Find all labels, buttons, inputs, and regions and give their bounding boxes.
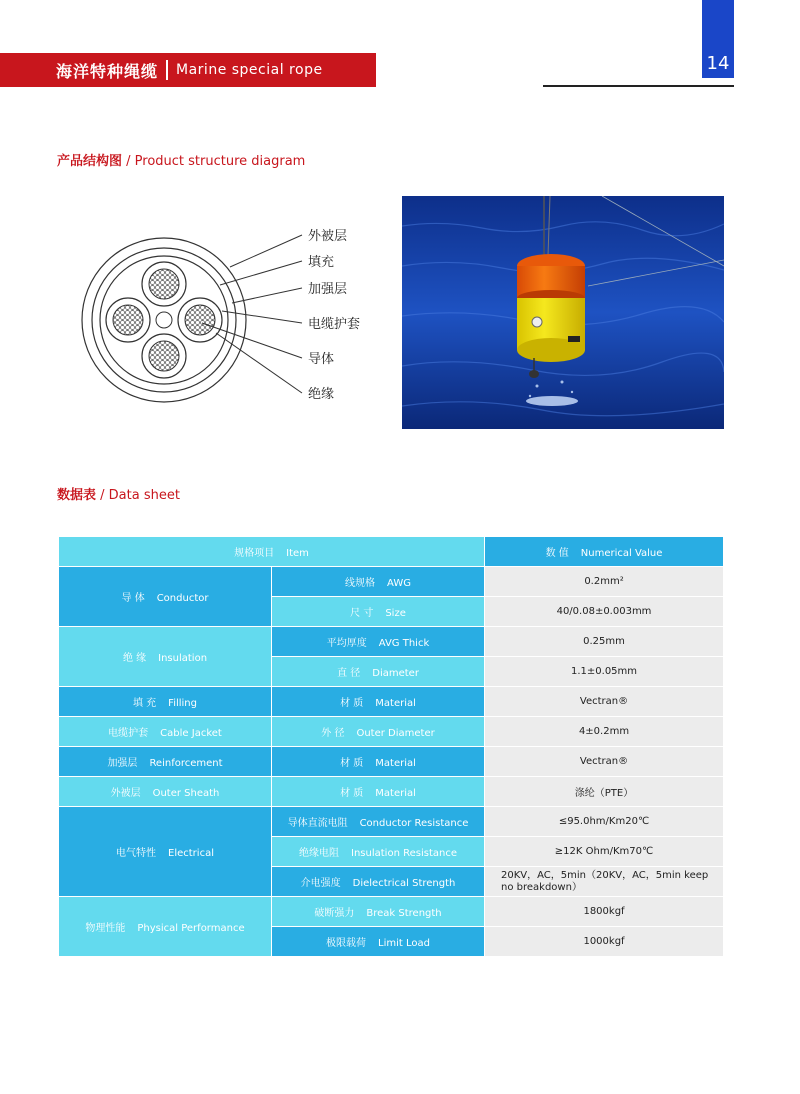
header-title-cn: 海洋特种绳缆	[56, 61, 159, 81]
header-rule	[543, 85, 734, 87]
page-number-tab	[702, 0, 734, 78]
header-title-en: Marine special rope	[176, 62, 323, 78]
datasheet-title-cn: 数据表	[57, 488, 97, 503]
header-value-cell: 数 值 Numerical Value	[485, 537, 724, 567]
value-cell: 0.25mm	[485, 627, 724, 657]
value-cell: ≥12K Ohm/Km70℃	[485, 837, 724, 867]
table-row	[59, 747, 724, 777]
value-cell: 涤纶（PTE）	[485, 777, 724, 807]
sub-cell: 介电强度 Dielectrical Strength	[272, 867, 485, 897]
sub-cell: 线规格 AWG	[272, 567, 485, 597]
conductor-top	[142, 262, 186, 306]
table-row	[59, 687, 724, 717]
sub-cell: 平均厚度 AVG Thick	[272, 627, 485, 657]
header-divider	[166, 60, 168, 80]
value-cell: Vectran®	[485, 687, 724, 717]
sub-cell: 破断强力 Break Strength	[272, 897, 485, 927]
sub-cell: 直 径 Diameter	[272, 657, 485, 687]
value-cell: Vectran®	[485, 747, 724, 777]
header-banner	[0, 53, 376, 87]
value-cell: 0.2mm²	[485, 567, 724, 597]
group-cell-insulation: 绝 缘 Insulation	[59, 627, 272, 687]
value-cell: 40/0.08±0.003mm	[485, 597, 724, 627]
table-row	[59, 897, 724, 927]
value-cell: 1.1±0.05mm	[485, 657, 724, 687]
value-cell: 1000kgf	[485, 927, 724, 957]
cable-cross-section-svg	[70, 215, 380, 430]
group-cell-reinforcement: 加强层 Reinforcement	[59, 747, 272, 777]
sub-cell: 绝缘电阻 Insulation Resistance	[272, 837, 485, 867]
label-cable-jacket: 电缆护套	[308, 317, 361, 332]
label-outer-sheath: 外被层	[308, 229, 348, 244]
value-cell: ≤95.0hm/Km20℃	[485, 807, 724, 837]
label-reinforcement: 加强层	[308, 282, 348, 297]
datasheet-table	[58, 536, 724, 957]
conductor-left	[106, 298, 150, 342]
table-row	[59, 717, 724, 747]
table-row	[59, 627, 724, 657]
label-conductor: 导体	[308, 352, 335, 367]
group-cell-outer-sheath: 外被层 Outer Sheath	[59, 777, 272, 807]
sub-cell: 极限载荷 Limit Load	[272, 927, 485, 957]
structure-title-en: / Product structure diagram	[126, 154, 306, 169]
sub-cell: 材 质 Material	[272, 687, 485, 717]
sub-cell: 尺 寸 Size	[272, 597, 485, 627]
value-cell: 4±0.2mm	[485, 717, 724, 747]
group-cell-conductor: 导 体 Conductor	[59, 567, 272, 627]
conductor-bottom	[142, 334, 186, 378]
center-filler	[156, 312, 172, 328]
value-cell: 1800kgf	[485, 897, 724, 927]
table-row	[59, 567, 724, 597]
structure-section-title	[57, 150, 305, 169]
buoy-photo	[402, 196, 724, 429]
sub-cell: 材 质 Material	[272, 747, 485, 777]
sub-cell: 导体直流电阻 Conductor Resistance	[272, 807, 485, 837]
page-number: 14	[706, 53, 730, 74]
table-row	[59, 777, 724, 807]
header-item-cell: 规格项目 Item	[59, 537, 485, 567]
datasheet-title-en: / Data sheet	[100, 488, 180, 503]
group-cell-filling: 填 充 Filling	[59, 687, 272, 717]
sub-cell: 材 质 Material	[272, 777, 485, 807]
cable-cross-section-diagram	[70, 215, 380, 430]
datasheet-section-title	[57, 484, 180, 503]
group-cell-cable-jacket: 电缆护套 Cable Jacket	[59, 717, 272, 747]
conductor-right	[178, 298, 222, 342]
label-insulation: 绝缘	[308, 387, 335, 402]
value-cell: 20KV，AC，5min（20KV，AC，5min keep no breakdown）	[485, 867, 724, 897]
sub-cell: 外 径 Outer Diameter	[272, 717, 485, 747]
table-row	[59, 807, 724, 837]
structure-title-cn: 产品结构图	[57, 154, 123, 169]
table-header-row	[59, 537, 724, 567]
group-cell-physical: 物理性能 Physical Performance	[59, 897, 272, 957]
group-cell-electrical: 电气特性 Electrical	[59, 807, 272, 897]
label-filling: 填充	[308, 255, 335, 270]
